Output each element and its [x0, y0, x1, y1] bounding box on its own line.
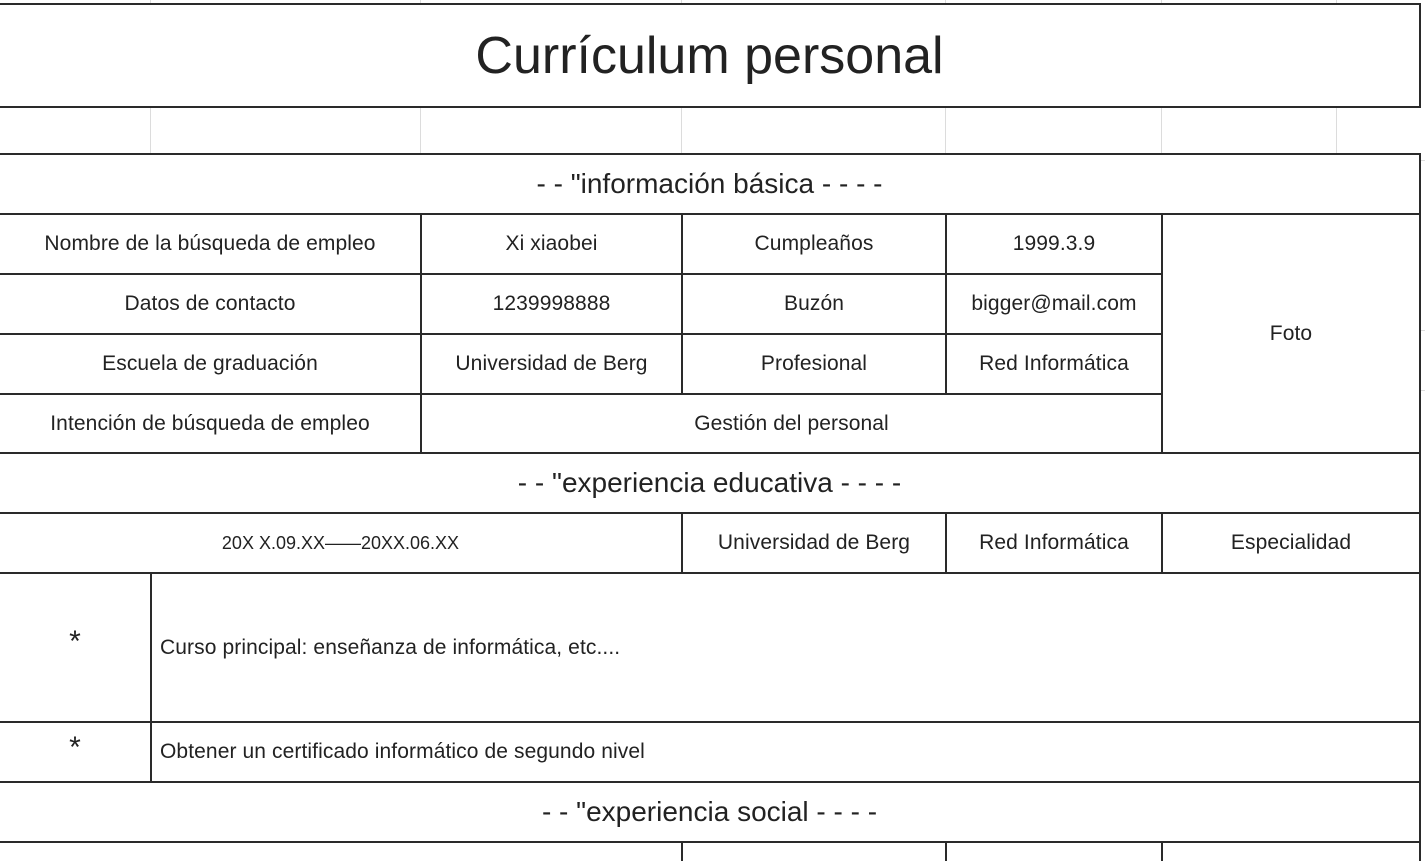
section-heading-basic-info: - - "información básica - - - -: [536, 168, 883, 199]
table-border: [1161, 841, 1163, 861]
photo-cell[interactable]: Foto: [1269, 321, 1313, 345]
name-value[interactable]: Xi xiaobei: [505, 232, 598, 255]
education-major[interactable]: Red Informática: [979, 531, 1129, 554]
bullet-text[interactable]: Curso principal: enseñanza de informática, etc....: [160, 635, 621, 659]
grid-line: [1161, 108, 1162, 154]
professional-label: Profesional: [760, 352, 868, 375]
grid-line: [1421, 390, 1425, 391]
contact-value[interactable]: 1239998888: [492, 292, 611, 315]
education-period[interactable]: 20X X.09.XX——20XX.06.XX: [221, 532, 460, 553]
education-school[interactable]: Universidad de Berg: [717, 531, 911, 554]
school-value[interactable]: Universidad de Berg: [455, 352, 648, 375]
page-title: Currículum personal: [475, 26, 944, 85]
professional-value[interactable]: Red Informática: [979, 352, 1129, 375]
grid-line: [681, 108, 682, 154]
school-label: Escuela de graduación: [102, 352, 318, 375]
table-border: [0, 106, 1421, 108]
intention-label: Intención de búsqueda de empleo: [50, 411, 370, 435]
section-heading-social: - - "experiencia social - - - -: [541, 796, 878, 827]
table-border: [1419, 153, 1421, 861]
education-specialty[interactable]: Especialidad: [1230, 531, 1352, 554]
mailbox-value[interactable]: bigger@mail.com: [971, 292, 1137, 315]
table-border: [0, 841, 1421, 843]
grid-line: [1421, 330, 1425, 331]
intention-value[interactable]: Gestión del personal: [694, 411, 889, 435]
grid-line: [150, 108, 151, 154]
bullet-marker: *: [69, 731, 81, 764]
grid-line: [1421, 160, 1425, 161]
contact-label: Datos de contacto: [124, 292, 296, 315]
table-border: [681, 841, 683, 861]
bullet-text[interactable]: Obtener un certificado informático de segundo nivel: [160, 740, 645, 763]
table-border: [1419, 3, 1421, 108]
grid-line: [1336, 108, 1337, 154]
bullet-marker: *: [69, 624, 81, 658]
birthday-value[interactable]: 1999.3.9: [1012, 232, 1096, 255]
grid-line: [945, 108, 946, 154]
birthday-label: Cumpleaños: [754, 232, 874, 255]
section-heading-education: - - "experiencia educativa - - - -: [517, 467, 902, 498]
mailbox-label: Buzón: [783, 292, 845, 315]
table-border: [945, 841, 947, 861]
name-label: Nombre de la búsqueda de empleo: [44, 232, 376, 255]
grid-line: [420, 108, 421, 154]
